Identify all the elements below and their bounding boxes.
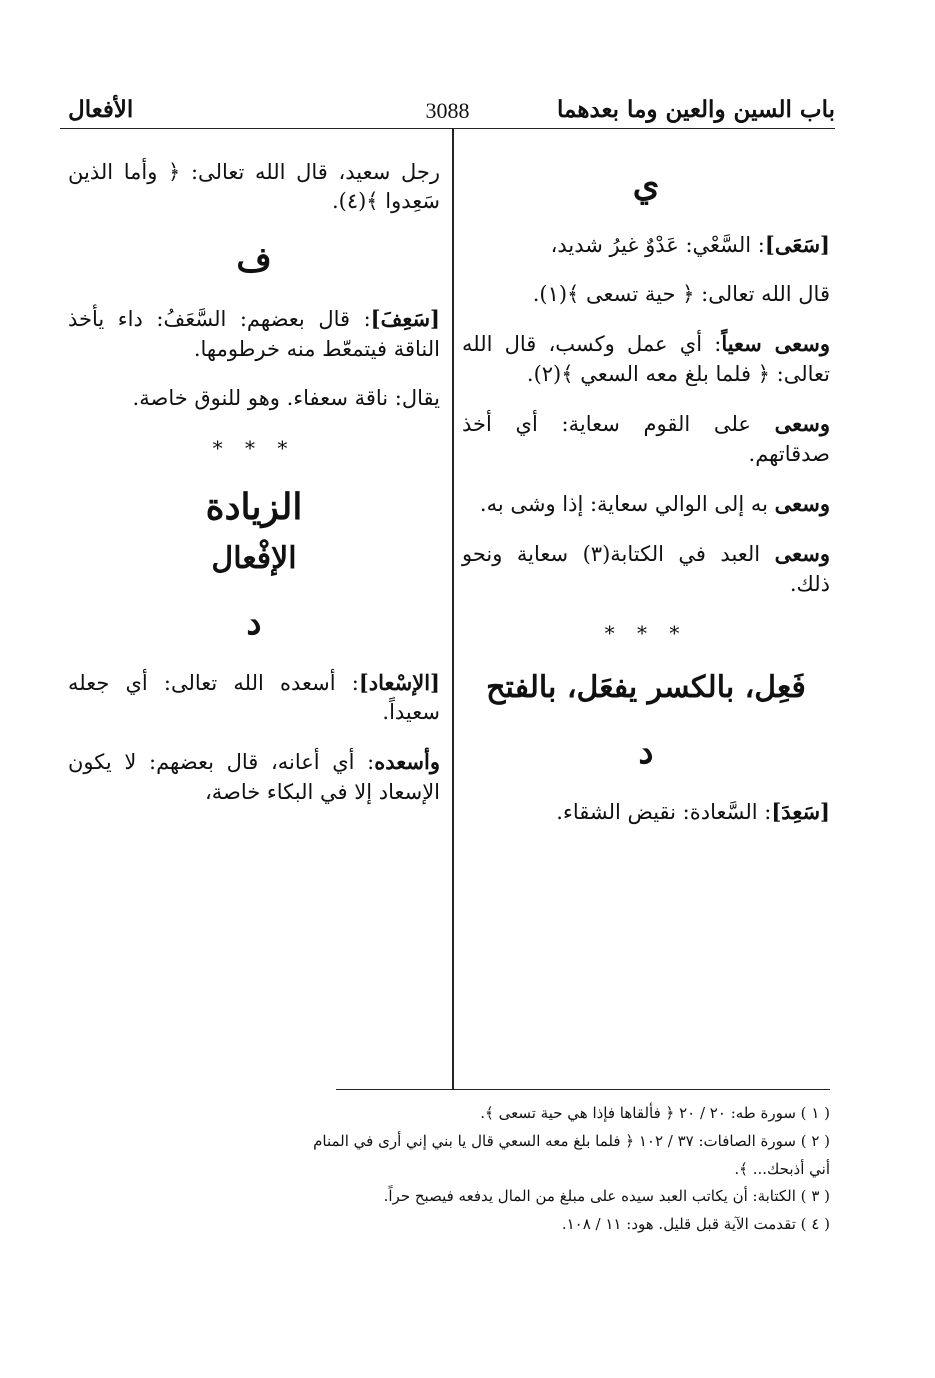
continued-text: رجل سعيد، قال الله تعالى: ﴿ وأما الذين سَعِدوا ﴾(٤). xyxy=(68,160,440,214)
entry-saifa xyxy=(68,304,440,364)
section-separator: * * * xyxy=(212,435,296,460)
entry-headword: [سَعِدَ] xyxy=(771,798,830,824)
entry-headword: [الإسْعاد] xyxy=(358,669,440,695)
right-column xyxy=(462,158,830,847)
entry-headword: [سَعِفَ] xyxy=(370,306,440,332)
footnote-3: ( ٣ ) الكتابة: أن يكاتب العبد سيده على مبلغ من المال يدفعه فيصبح حراً. xyxy=(383,1187,830,1206)
header-divider xyxy=(60,128,835,129)
entry-text-sa-faa: يقال: ناقة سعفاء. وهو للنوق خاصة. xyxy=(132,386,440,411)
letter-heading-dal: د xyxy=(638,732,654,773)
entry-text: : السَّعادة: نقيض الشقاء. xyxy=(556,799,772,824)
footnote-2: ( ٢ ) سورة الصافات: ٣٧ / ١٠٢ ﴿ فلما بلغ معه السعي قال يا بني إني أرى في المنام أني أذبحك... ﴾. xyxy=(313,1131,830,1178)
entry-text: على القوم سعاية: أي أخذ صدقاتهم. xyxy=(462,412,830,466)
section-running-title: الأفعال xyxy=(68,96,134,123)
entry-headword: [سَعَى] xyxy=(764,231,830,257)
entry-headword: وسعى xyxy=(774,411,830,437)
footnote-divider xyxy=(336,1089,830,1090)
entry-text: : قال بعضهم: السَّعَفُ: داء يأخذ الناقة فيتمعّط منه خرطومها. xyxy=(68,307,440,361)
entry-saa-ala-alqawm xyxy=(462,409,830,469)
entry-text: به إلى الوالي سعاية: إذا وشى به. xyxy=(479,491,775,516)
entry-saa xyxy=(462,230,830,260)
section-separator: * * * xyxy=(604,621,688,646)
letter-heading-dal: د xyxy=(246,602,262,643)
entry-asaadahu xyxy=(68,747,440,807)
entry-saa-sayan xyxy=(462,329,830,389)
footnotes xyxy=(300,1100,830,1239)
left-column xyxy=(68,158,440,827)
footnote-1: ( ١ ) سورة طه: ٢٠ / ٢٠ ﴿ فألقاها فإذا هي حية تسعى ﴾. xyxy=(480,1104,830,1122)
section-subtitle-ifaal: الإفْعال xyxy=(211,540,297,576)
entry-text: : أي عمل وكسب، قال الله تعالى: ﴿ فلما بلغ معه السعي ﴾(٢). xyxy=(462,332,830,386)
column-divider xyxy=(452,129,454,1089)
entry-text: : السَّعْي: عَدْوٌ غيرُ شديد، xyxy=(550,232,765,257)
entry-saa-bihi xyxy=(462,489,830,519)
entry-headword: وسعى xyxy=(774,490,830,516)
entry-text: : أي أعانه، قال بعضهم: لا يكون الإسعاد إلا في البكاء خاصة، xyxy=(68,750,440,804)
footnote-4: ( ٤ ) تقدمت الآية قبل قليل. هود: ١١ / ١٠٨. xyxy=(561,1215,830,1233)
page-number: 3088 xyxy=(425,98,470,123)
letter-heading-fa: ف xyxy=(236,239,272,280)
entry-text: العبد في الكتابة(٣) سعاية ونحو ذلك. xyxy=(462,542,830,596)
entry-saida xyxy=(462,797,830,827)
section-title-ziyada: الزيادة xyxy=(205,485,303,528)
quran-quote-1: قال الله تعالى: ﴿ حية تسعى ﴾(١). xyxy=(532,281,830,306)
section-title-faila: فَعِل، بالكسر يفعَل، بالفتح xyxy=(486,670,806,706)
entry-headword: وسعى xyxy=(774,541,831,567)
page-header xyxy=(60,92,835,128)
entry-isaad xyxy=(68,668,440,728)
entry-headword: وسعى سعياً xyxy=(721,331,830,357)
entry-headword: وأسعده xyxy=(374,749,440,775)
letter-heading-ya: ي xyxy=(632,165,660,205)
entry-saa-alabd xyxy=(462,539,830,599)
entry-text: : أسعده الله تعالى: أي جعله سعيداً. xyxy=(68,670,440,724)
chapter-title: باب السين والعين وما بعدهما xyxy=(557,96,835,123)
